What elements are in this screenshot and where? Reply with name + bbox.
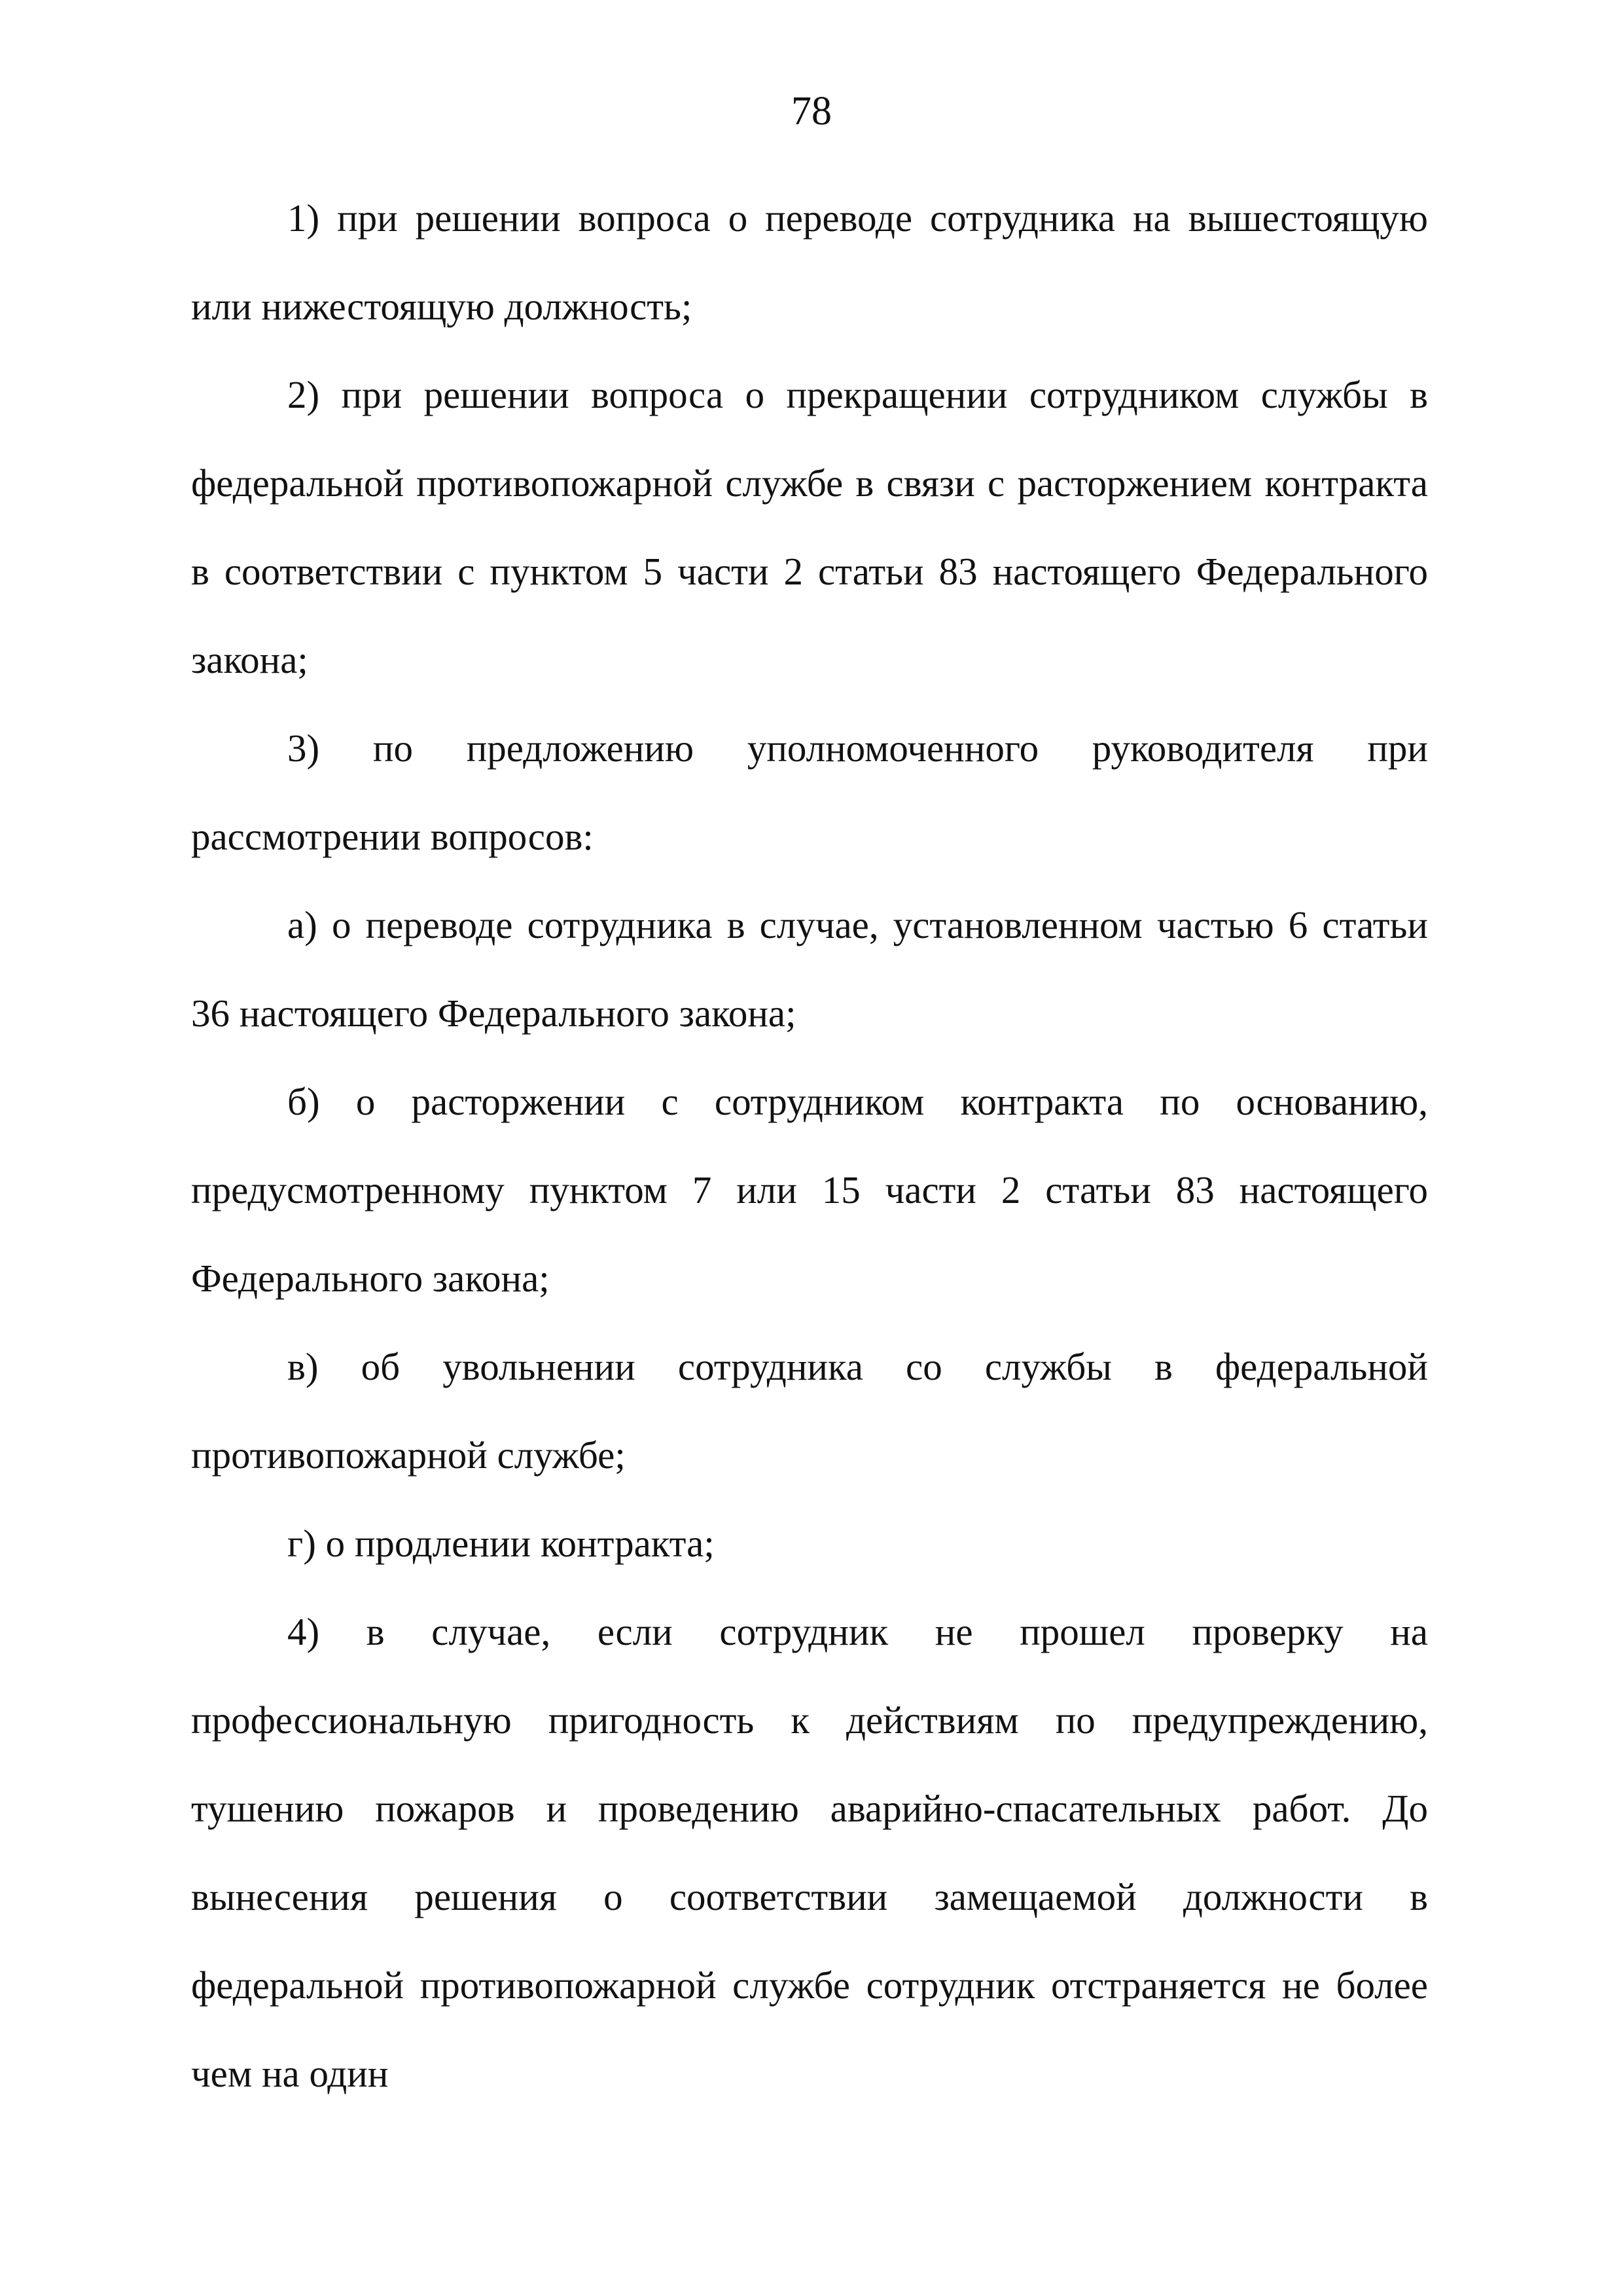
paragraph-item-4: 4) в случае, если сотрудник не прошел проверку на профессиональную пригодность к действиям по предупреждению, тушению пожаров и проведению аварийно-спасательных работ. До вынесения решения о соответствии замещаемой должности в федеральной противопожарной службе сотрудник отстраняется не более чем на один xyxy=(191,1610,1428,2095)
paragraph-subitem-a: а) о переводе сотрудника в случае, установленном частью 6 статьи 36 настоящего Федерального закона; xyxy=(191,903,1428,1035)
document-body xyxy=(191,174,1428,2118)
paragraph-subitem-b: б) о расторжении с сотрудником контракта по основанию, предусмотренному пунктом 7 или 15 части 2 статьи 83 настоящего Федерального закона; xyxy=(191,1080,1428,1300)
paragraph-item-3: 3) по предложению уполномоченного руководителя при рассмотрении вопросов: xyxy=(191,726,1428,858)
paragraph-subitem-v: в) об увольнении сотрудника со службы в федеральной противопожарной службе; xyxy=(191,1345,1428,1477)
paragraph-subitem-g: г) о продлении контракта; xyxy=(287,1522,715,1565)
paragraph-item-1: 1) при решении вопроса о переводе сотрудника на вышестоящую или нижестоящую должность; xyxy=(191,196,1428,328)
page-number: 78 xyxy=(791,89,832,134)
paragraph-item-2: 2) при решении вопроса о прекращении сотрудником службы в федеральной противопожарной службе в связи с расторжением контракта в соответствии с пунктом 5 части 2 статьи 83 настоящего Федерального закона; xyxy=(191,373,1428,681)
